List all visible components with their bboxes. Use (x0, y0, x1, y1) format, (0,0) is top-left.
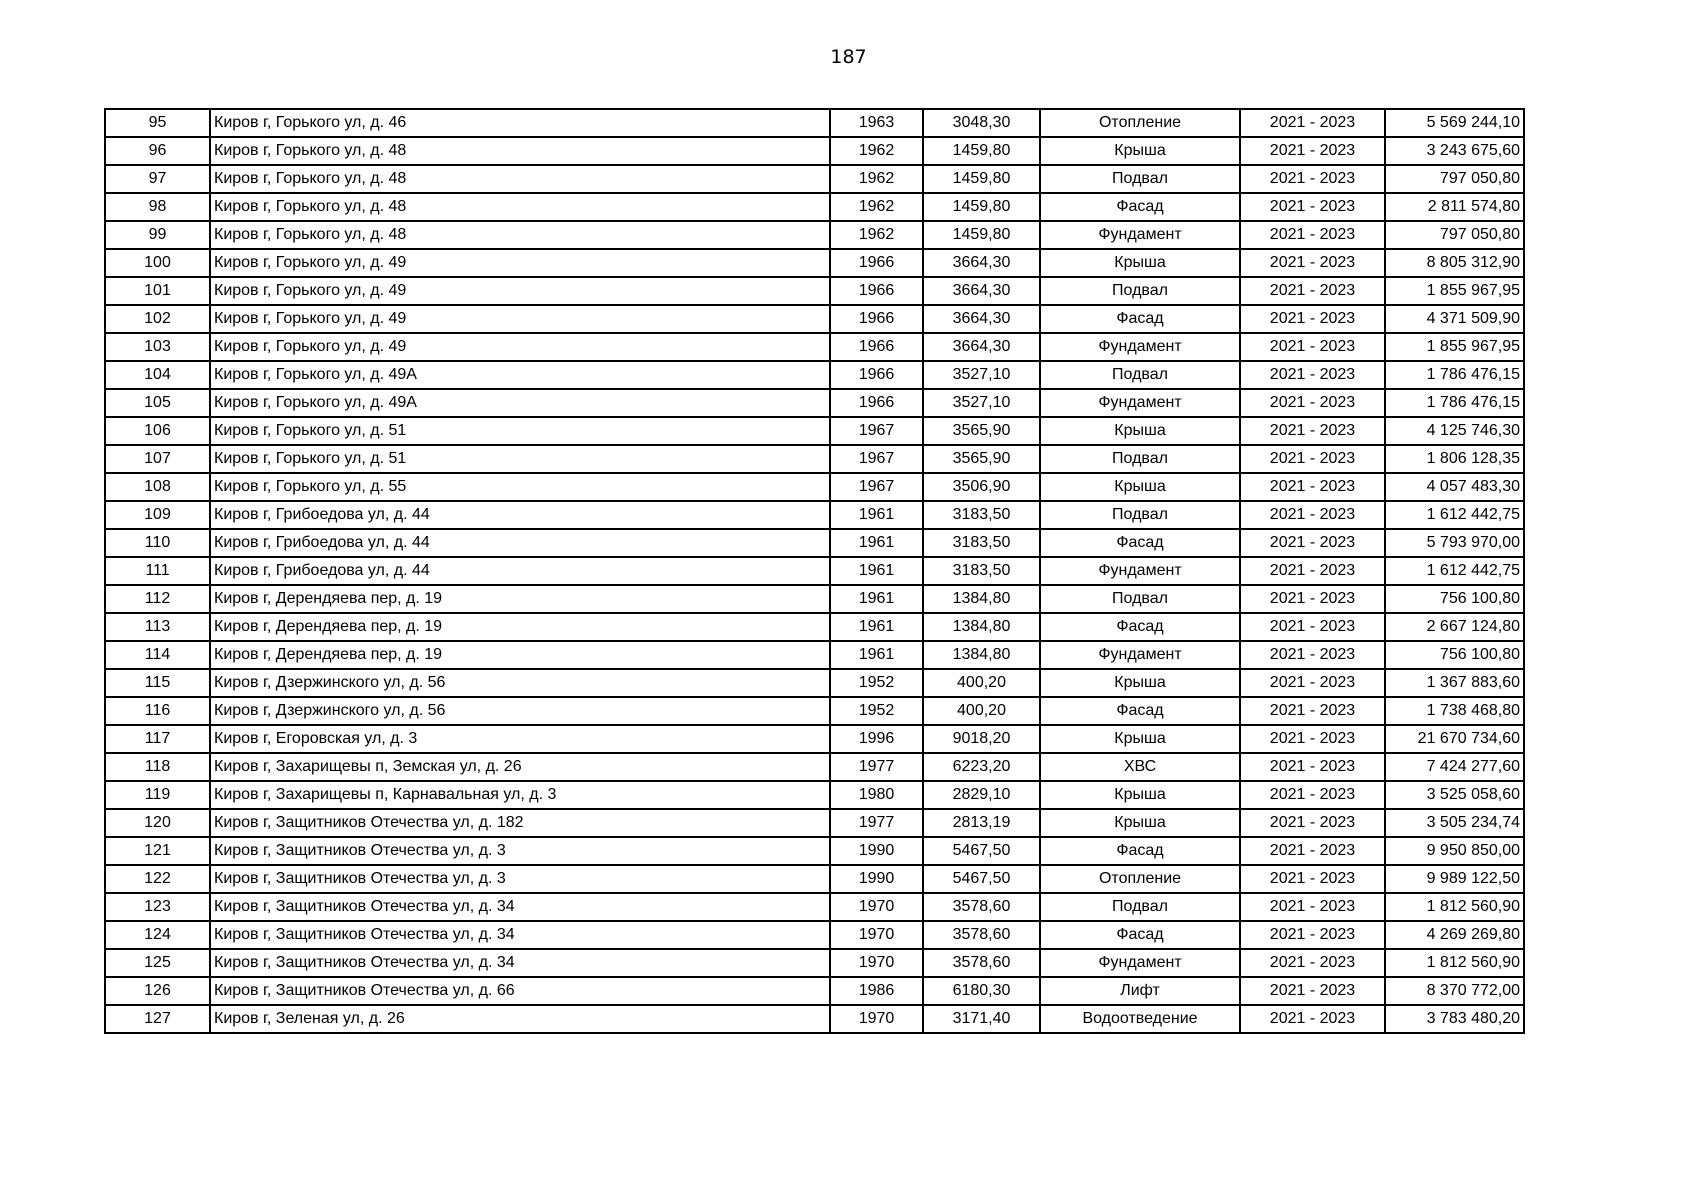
address-cell: Киров г, Дзержинского ул, д. 56 (210, 697, 830, 725)
table-row (105, 613, 1524, 641)
build-year-cell: 1970 (830, 949, 923, 977)
period-cell: 2021 - 2023 (1240, 921, 1385, 949)
work-type-cell: Подвал (1040, 445, 1240, 473)
build-year-cell: 1952 (830, 669, 923, 697)
address-cell: Киров г, Защитников Отечества ул, д. 182 (210, 809, 830, 837)
cost-cell: 1 855 967,95 (1385, 333, 1524, 361)
work-type-cell: Фасад (1040, 837, 1240, 865)
period-cell: 2021 - 2023 (1240, 529, 1385, 557)
cost-cell: 1 806 128,35 (1385, 445, 1524, 473)
table-row (105, 333, 1524, 361)
work-type-cell: Фундамент (1040, 557, 1240, 585)
period-cell: 2021 - 2023 (1240, 193, 1385, 221)
table-row (105, 669, 1524, 697)
build-year-cell: 1996 (830, 725, 923, 753)
work-type-cell: Крыша (1040, 473, 1240, 501)
table-row (105, 725, 1524, 753)
area-cell: 9018,20 (923, 725, 1040, 753)
area-cell: 1384,80 (923, 613, 1040, 641)
period-cell: 2021 - 2023 (1240, 977, 1385, 1005)
work-type-cell: Отопление (1040, 109, 1240, 137)
period-cell: 2021 - 2023 (1240, 249, 1385, 277)
cost-cell: 1 786 476,15 (1385, 361, 1524, 389)
period-cell: 2021 - 2023 (1240, 473, 1385, 501)
row-number-cell: 113 (105, 613, 210, 641)
row-number-cell: 100 (105, 249, 210, 277)
work-type-cell: Фундамент (1040, 221, 1240, 249)
cost-cell: 4 371 509,90 (1385, 305, 1524, 333)
row-number-cell: 111 (105, 557, 210, 585)
period-cell: 2021 - 2023 (1240, 641, 1385, 669)
row-number-cell: 122 (105, 865, 210, 893)
period-cell: 2021 - 2023 (1240, 613, 1385, 641)
period-cell: 2021 - 2023 (1240, 277, 1385, 305)
work-type-cell: Фасад (1040, 697, 1240, 725)
build-year-cell: 1963 (830, 109, 923, 137)
row-number-cell: 123 (105, 893, 210, 921)
row-number-cell: 118 (105, 753, 210, 781)
cost-cell: 1 612 442,75 (1385, 501, 1524, 529)
row-number-cell: 121 (105, 837, 210, 865)
row-number-cell: 127 (105, 1005, 210, 1033)
period-cell: 2021 - 2023 (1240, 445, 1385, 473)
cost-cell: 1 786 476,15 (1385, 389, 1524, 417)
period-cell: 2021 - 2023 (1240, 781, 1385, 809)
work-type-cell: Крыша (1040, 781, 1240, 809)
row-number-cell: 99 (105, 221, 210, 249)
address-cell: Киров г, Захарищевы п, Земская ул, д. 26 (210, 753, 830, 781)
address-cell: Киров г, Грибоедова ул, д. 44 (210, 529, 830, 557)
build-year-cell: 1966 (830, 305, 923, 333)
build-year-cell: 1961 (830, 641, 923, 669)
table-row (105, 697, 1524, 725)
area-cell: 3578,60 (923, 921, 1040, 949)
cost-cell: 21 670 734,60 (1385, 725, 1524, 753)
period-cell: 2021 - 2023 (1240, 585, 1385, 613)
cost-cell: 1 855 967,95 (1385, 277, 1524, 305)
work-type-cell: Лифт (1040, 977, 1240, 1005)
work-type-cell: Фундамент (1040, 949, 1240, 977)
table-row (105, 389, 1524, 417)
cost-cell: 1 612 442,75 (1385, 557, 1524, 585)
address-cell: Киров г, Дерендяева пер, д. 19 (210, 585, 830, 613)
work-type-cell: Фасад (1040, 613, 1240, 641)
area-cell: 1459,80 (923, 137, 1040, 165)
address-cell: Киров г, Горького ул, д. 49 (210, 333, 830, 361)
address-cell: Киров г, Горького ул, д. 49 (210, 305, 830, 333)
table-row (105, 361, 1524, 389)
area-cell: 1384,80 (923, 585, 1040, 613)
period-cell: 2021 - 2023 (1240, 389, 1385, 417)
table-body (105, 109, 1524, 1033)
area-cell: 6223,20 (923, 753, 1040, 781)
period-cell: 2021 - 2023 (1240, 725, 1385, 753)
area-cell: 3565,90 (923, 417, 1040, 445)
area-cell: 3565,90 (923, 445, 1040, 473)
build-year-cell: 1967 (830, 473, 923, 501)
address-cell: Киров г, Дерендяева пер, д. 19 (210, 613, 830, 641)
address-cell: Киров г, Горького ул, д. 51 (210, 445, 830, 473)
work-type-cell: Фасад (1040, 921, 1240, 949)
work-type-cell: Подвал (1040, 361, 1240, 389)
build-year-cell: 1961 (830, 529, 923, 557)
area-cell: 3664,30 (923, 305, 1040, 333)
work-type-cell: Водоотведение (1040, 1005, 1240, 1033)
cost-cell: 1 812 560,90 (1385, 893, 1524, 921)
table-row (105, 781, 1524, 809)
address-cell: Киров г, Дерендяева пер, д. 19 (210, 641, 830, 669)
table-row (105, 165, 1524, 193)
address-cell: Киров г, Егоровская ул, д. 3 (210, 725, 830, 753)
work-type-cell: Подвал (1040, 277, 1240, 305)
build-year-cell: 1962 (830, 221, 923, 249)
work-type-cell: Фасад (1040, 529, 1240, 557)
area-cell: 5467,50 (923, 837, 1040, 865)
row-number-cell: 110 (105, 529, 210, 557)
cost-cell: 7 424 277,60 (1385, 753, 1524, 781)
work-type-cell: Крыша (1040, 249, 1240, 277)
period-cell: 2021 - 2023 (1240, 1005, 1385, 1033)
cost-cell: 9 950 850,00 (1385, 837, 1524, 865)
work-type-cell: Подвал (1040, 501, 1240, 529)
address-cell: Киров г, Горького ул, д. 48 (210, 193, 830, 221)
cost-cell: 3 243 675,60 (1385, 137, 1524, 165)
build-year-cell: 1977 (830, 809, 923, 837)
period-cell: 2021 - 2023 (1240, 697, 1385, 725)
address-cell: Киров г, Защитников Отечества ул, д. 34 (210, 949, 830, 977)
table-row (105, 109, 1524, 137)
build-year-cell: 1986 (830, 977, 923, 1005)
row-number-cell: 98 (105, 193, 210, 221)
build-year-cell: 1966 (830, 277, 923, 305)
build-year-cell: 1967 (830, 417, 923, 445)
address-cell: Киров г, Зеленая ул, д. 26 (210, 1005, 830, 1033)
address-cell: Киров г, Горького ул, д. 48 (210, 221, 830, 249)
address-cell: Киров г, Защитников Отечества ул, д. 34 (210, 893, 830, 921)
cost-cell: 797 050,80 (1385, 165, 1524, 193)
row-number-cell: 96 (105, 137, 210, 165)
row-number-cell: 106 (105, 417, 210, 445)
cost-cell: 4 125 746,30 (1385, 417, 1524, 445)
row-number-cell: 124 (105, 921, 210, 949)
work-type-cell: Подвал (1040, 893, 1240, 921)
period-cell: 2021 - 2023 (1240, 361, 1385, 389)
work-type-cell: Крыша (1040, 669, 1240, 697)
period-cell: 2021 - 2023 (1240, 137, 1385, 165)
row-number-cell: 107 (105, 445, 210, 473)
build-year-cell: 1966 (830, 249, 923, 277)
table-row (105, 137, 1524, 165)
build-year-cell: 1961 (830, 501, 923, 529)
table-row (105, 445, 1524, 473)
cost-cell: 756 100,80 (1385, 585, 1524, 613)
period-cell: 2021 - 2023 (1240, 333, 1385, 361)
build-year-cell: 1961 (830, 613, 923, 641)
row-number-cell: 95 (105, 109, 210, 137)
row-number-cell: 116 (105, 697, 210, 725)
cost-cell: 1 367 883,60 (1385, 669, 1524, 697)
repair-program-table (104, 108, 1525, 1034)
row-number-cell: 102 (105, 305, 210, 333)
table-row (105, 277, 1524, 305)
row-number-cell: 115 (105, 669, 210, 697)
page-number: 187 (830, 46, 867, 68)
work-type-cell: Крыша (1040, 725, 1240, 753)
address-cell: Киров г, Грибоедова ул, д. 44 (210, 557, 830, 585)
cost-cell: 2 667 124,80 (1385, 613, 1524, 641)
table-row (105, 417, 1524, 445)
table-row (105, 221, 1524, 249)
area-cell: 3664,30 (923, 249, 1040, 277)
cost-cell: 3 505 234,74 (1385, 809, 1524, 837)
cost-cell: 3 783 480,20 (1385, 1005, 1524, 1033)
address-cell: Киров г, Защитников Отечества ул, д. 34 (210, 921, 830, 949)
area-cell: 1459,80 (923, 221, 1040, 249)
area-cell: 3183,50 (923, 529, 1040, 557)
cost-cell: 4 057 483,30 (1385, 473, 1524, 501)
build-year-cell: 1970 (830, 921, 923, 949)
build-year-cell: 1966 (830, 333, 923, 361)
area-cell: 2813,19 (923, 809, 1040, 837)
row-number-cell: 117 (105, 725, 210, 753)
work-type-cell: Крыша (1040, 137, 1240, 165)
build-year-cell: 1962 (830, 193, 923, 221)
cost-cell: 5 793 970,00 (1385, 529, 1524, 557)
area-cell: 1459,80 (923, 165, 1040, 193)
table-row (105, 949, 1524, 977)
cost-cell: 756 100,80 (1385, 641, 1524, 669)
row-number-cell: 109 (105, 501, 210, 529)
table-row (105, 809, 1524, 837)
area-cell: 6180,30 (923, 977, 1040, 1005)
work-type-cell: Отопление (1040, 865, 1240, 893)
area-cell: 2829,10 (923, 781, 1040, 809)
row-number-cell: 103 (105, 333, 210, 361)
area-cell: 3183,50 (923, 557, 1040, 585)
address-cell: Киров г, Грибоедова ул, д. 44 (210, 501, 830, 529)
build-year-cell: 1970 (830, 1005, 923, 1033)
address-cell: Киров г, Горького ул, д. 49А (210, 389, 830, 417)
cost-cell: 2 811 574,80 (1385, 193, 1524, 221)
area-cell: 3578,60 (923, 949, 1040, 977)
area-cell: 3527,10 (923, 389, 1040, 417)
build-year-cell: 1990 (830, 865, 923, 893)
build-year-cell: 1962 (830, 165, 923, 193)
cost-cell: 5 569 244,10 (1385, 109, 1524, 137)
table-row (105, 529, 1524, 557)
address-cell: Киров г, Дзержинского ул, д. 56 (210, 669, 830, 697)
address-cell: Киров г, Горького ул, д. 48 (210, 137, 830, 165)
cost-cell: 8 370 772,00 (1385, 977, 1524, 1005)
table-row (105, 893, 1524, 921)
table-row (105, 249, 1524, 277)
table-row (105, 977, 1524, 1005)
address-cell: Киров г, Горького ул, д. 46 (210, 109, 830, 137)
table-row (105, 1005, 1524, 1033)
period-cell: 2021 - 2023 (1240, 893, 1385, 921)
build-year-cell: 1977 (830, 753, 923, 781)
row-number-cell: 120 (105, 809, 210, 837)
row-number-cell: 119 (105, 781, 210, 809)
address-cell: Киров г, Горького ул, д. 51 (210, 417, 830, 445)
address-cell: Киров г, Защитников Отечества ул, д. 66 (210, 977, 830, 1005)
row-number-cell: 112 (105, 585, 210, 613)
area-cell: 3527,10 (923, 361, 1040, 389)
table-row (105, 501, 1524, 529)
table-row (105, 641, 1524, 669)
area-cell: 3048,30 (923, 109, 1040, 137)
area-cell: 3171,40 (923, 1005, 1040, 1033)
build-year-cell: 1952 (830, 697, 923, 725)
build-year-cell: 1961 (830, 557, 923, 585)
row-number-cell: 101 (105, 277, 210, 305)
row-number-cell: 104 (105, 361, 210, 389)
cost-cell: 1 738 468,80 (1385, 697, 1524, 725)
period-cell: 2021 - 2023 (1240, 949, 1385, 977)
period-cell: 2021 - 2023 (1240, 221, 1385, 249)
cost-cell: 9 989 122,50 (1385, 865, 1524, 893)
row-number-cell: 108 (105, 473, 210, 501)
table-row (105, 837, 1524, 865)
area-cell: 3183,50 (923, 501, 1040, 529)
work-type-cell: Фундамент (1040, 333, 1240, 361)
table-row (105, 921, 1524, 949)
address-cell: Киров г, Горького ул, д. 49 (210, 249, 830, 277)
period-cell: 2021 - 2023 (1240, 305, 1385, 333)
table-row (105, 473, 1524, 501)
work-type-cell: Фундамент (1040, 389, 1240, 417)
period-cell: 2021 - 2023 (1240, 809, 1385, 837)
row-number-cell: 97 (105, 165, 210, 193)
period-cell: 2021 - 2023 (1240, 753, 1385, 781)
work-type-cell: Крыша (1040, 809, 1240, 837)
address-cell: Киров г, Горького ул, д. 49 (210, 277, 830, 305)
area-cell: 3664,30 (923, 277, 1040, 305)
period-cell: 2021 - 2023 (1240, 837, 1385, 865)
address-cell: Киров г, Горького ул, д. 49А (210, 361, 830, 389)
cost-cell: 3 525 058,60 (1385, 781, 1524, 809)
address-cell: Киров г, Защитников Отечества ул, д. 3 (210, 837, 830, 865)
build-year-cell: 1990 (830, 837, 923, 865)
work-type-cell: ХВС (1040, 753, 1240, 781)
area-cell: 3578,60 (923, 893, 1040, 921)
area-cell: 1459,80 (923, 193, 1040, 221)
row-number-cell: 125 (105, 949, 210, 977)
period-cell: 2021 - 2023 (1240, 109, 1385, 137)
table-row (105, 305, 1524, 333)
build-year-cell: 1967 (830, 445, 923, 473)
cost-cell: 8 805 312,90 (1385, 249, 1524, 277)
period-cell: 2021 - 2023 (1240, 165, 1385, 193)
cost-cell: 1 812 560,90 (1385, 949, 1524, 977)
work-type-cell: Фасад (1040, 305, 1240, 333)
work-type-cell: Фундамент (1040, 641, 1240, 669)
row-number-cell: 114 (105, 641, 210, 669)
period-cell: 2021 - 2023 (1240, 417, 1385, 445)
period-cell: 2021 - 2023 (1240, 865, 1385, 893)
area-cell: 400,20 (923, 697, 1040, 725)
address-cell: Киров г, Защитников Отечества ул, д. 3 (210, 865, 830, 893)
build-year-cell: 1980 (830, 781, 923, 809)
work-type-cell: Крыша (1040, 417, 1240, 445)
table-row (105, 585, 1524, 613)
work-type-cell: Фасад (1040, 193, 1240, 221)
build-year-cell: 1962 (830, 137, 923, 165)
address-cell: Киров г, Горького ул, д. 55 (210, 473, 830, 501)
build-year-cell: 1961 (830, 585, 923, 613)
table-row (105, 193, 1524, 221)
table-row (105, 865, 1524, 893)
work-type-cell: Подвал (1040, 165, 1240, 193)
area-cell: 1384,80 (923, 641, 1040, 669)
period-cell: 2021 - 2023 (1240, 501, 1385, 529)
address-cell: Киров г, Горького ул, д. 48 (210, 165, 830, 193)
build-year-cell: 1966 (830, 361, 923, 389)
cost-cell: 4 269 269,80 (1385, 921, 1524, 949)
area-cell: 3506,90 (923, 473, 1040, 501)
table-row (105, 753, 1524, 781)
area-cell: 3664,30 (923, 333, 1040, 361)
area-cell: 5467,50 (923, 865, 1040, 893)
period-cell: 2021 - 2023 (1240, 557, 1385, 585)
work-type-cell: Подвал (1040, 585, 1240, 613)
row-number-cell: 126 (105, 977, 210, 1005)
build-year-cell: 1970 (830, 893, 923, 921)
row-number-cell: 105 (105, 389, 210, 417)
build-year-cell: 1966 (830, 389, 923, 417)
table-row (105, 557, 1524, 585)
address-cell: Киров г, Захарищевы п, Карнавальная ул, д. 3 (210, 781, 830, 809)
area-cell: 400,20 (923, 669, 1040, 697)
period-cell: 2021 - 2023 (1240, 669, 1385, 697)
cost-cell: 797 050,80 (1385, 221, 1524, 249)
